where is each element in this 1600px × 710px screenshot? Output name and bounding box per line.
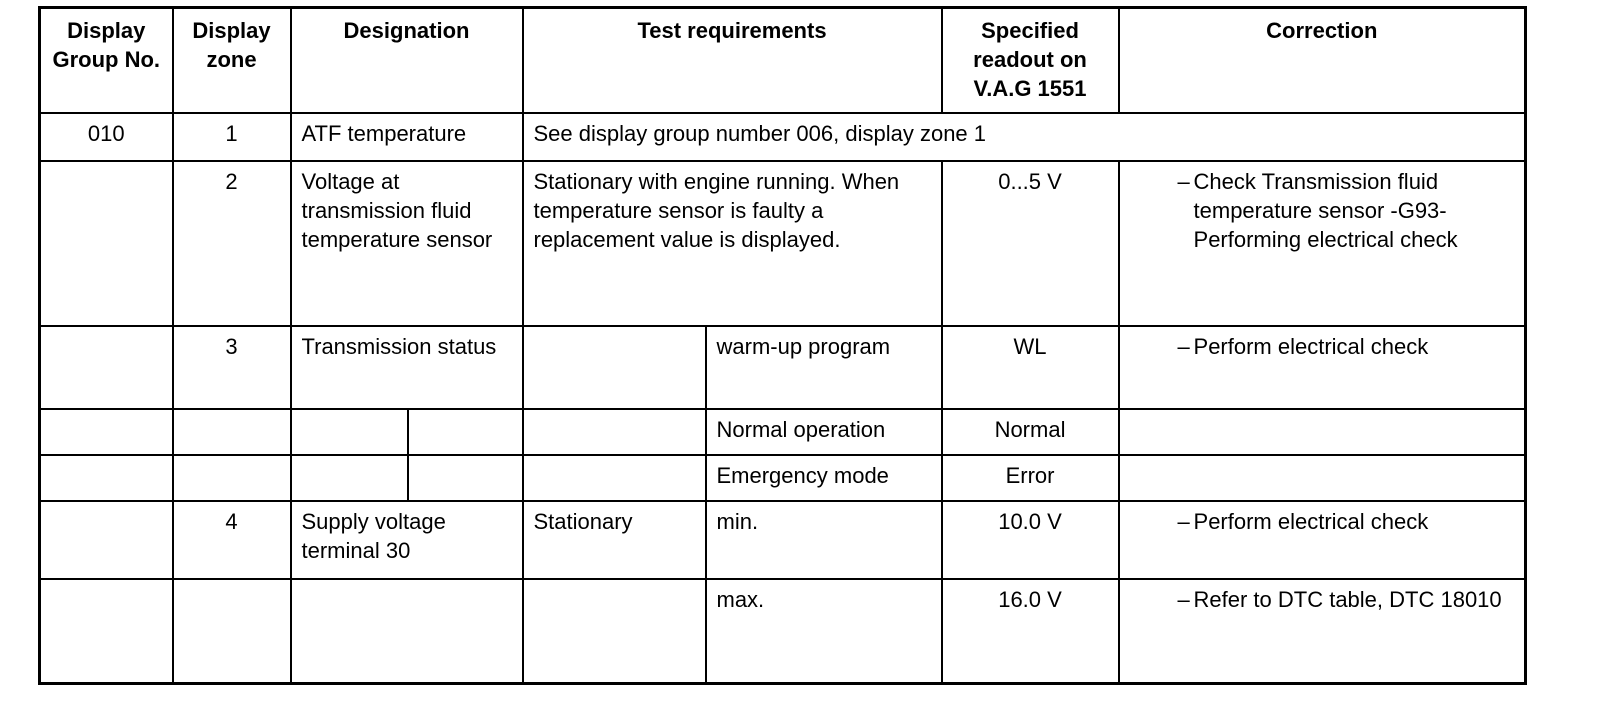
readout-cell: 10.0 V — [942, 501, 1119, 579]
readout-cell: WL — [942, 326, 1119, 409]
header-test-requirements: Test requirements — [523, 8, 942, 113]
table-row — [40, 409, 1526, 455]
zone-cell: 2 — [173, 161, 291, 326]
condition-cell: min. — [706, 501, 942, 579]
condition-cell: Normal operation — [706, 409, 942, 455]
test-requirements-cell — [523, 579, 706, 684]
header-zone: Display zone — [173, 8, 291, 113]
designation-cell: Transmission status — [291, 326, 523, 409]
readout-cell: 0...5 V — [942, 161, 1119, 326]
table-row — [40, 161, 1526, 326]
correction-cell — [1119, 161, 1526, 326]
correction-cell — [1119, 326, 1526, 409]
readout-cell: Error — [942, 455, 1119, 501]
header-designation: Designation — [291, 8, 523, 113]
group-number-cell — [40, 455, 173, 501]
designation-cell: Supply voltage terminal 30 — [291, 501, 523, 579]
test-requirements-cell: See display group number 006, display zone 1 — [523, 113, 1526, 161]
correction-dash: – — [1177, 586, 1190, 612]
correction-text: Perform electrical check — [1193, 333, 1429, 359]
zone-cell: 3 — [173, 326, 291, 409]
correction-cell — [1119, 579, 1526, 684]
correction-text: Perform electrical check — [1193, 508, 1429, 534]
group-number-cell — [40, 326, 173, 409]
group-number-cell: 010 — [40, 113, 173, 161]
table-row — [40, 326, 1526, 409]
correction-dash: – — [1177, 168, 1190, 194]
group-number-cell — [40, 501, 173, 579]
header-group-no: Display Group No. — [40, 8, 173, 113]
designation-subcell — [408, 409, 523, 455]
header-specified-readout: Specified readout on V.A.G 1551 — [942, 8, 1119, 113]
correction-cell — [1119, 409, 1526, 455]
designation-subcell — [408, 455, 523, 501]
zone-cell — [173, 409, 291, 455]
header-correction: Correction — [1119, 8, 1526, 113]
correction-cell — [1119, 455, 1526, 501]
designation-cell: ATF temperature — [291, 113, 523, 161]
test-requirements-cell — [523, 455, 706, 501]
header-row — [40, 8, 1526, 113]
table-row — [40, 455, 1526, 501]
zone-cell: 1 — [173, 113, 291, 161]
correction-dash: – — [1177, 333, 1190, 359]
designation-cell: Voltage at transmission fluid temperature sensor — [291, 161, 523, 326]
display-group-table — [38, 6, 1527, 685]
table-row — [40, 113, 1526, 161]
correction-text: Check Transmission fluid temperature sensor -G93- Performing electrical check — [1193, 168, 1458, 252]
group-number-cell — [40, 161, 173, 326]
correction-dash: – — [1177, 508, 1190, 534]
test-requirements-cell — [523, 409, 706, 455]
readout-cell: Normal — [942, 409, 1119, 455]
condition-cell: max. — [706, 579, 942, 684]
condition-cell: warm-up program — [706, 326, 942, 409]
correction-text: Refer to DTC table, DTC 18010 — [1193, 586, 1502, 612]
designation-cell — [291, 455, 408, 501]
designation-cell — [291, 409, 408, 455]
group-number-cell — [40, 409, 173, 455]
correction-cell — [1119, 501, 1526, 579]
zone-cell — [173, 579, 291, 684]
condition-cell: Emergency mode — [706, 455, 942, 501]
zone-cell: 4 — [173, 501, 291, 579]
test-requirements-cell: Stationary with engine running. When temperature sensor is faulty a replacement value is displayed. — [523, 161, 942, 326]
group-number-cell — [40, 579, 173, 684]
zone-cell — [173, 455, 291, 501]
readout-cell: 16.0 V — [942, 579, 1119, 684]
spec-table-wrapper — [38, 6, 1527, 685]
test-requirements-cell: Stationary — [523, 501, 706, 579]
designation-cell — [291, 579, 523, 684]
table-row — [40, 579, 1526, 684]
test-requirements-cell — [523, 326, 706, 409]
table-row — [40, 501, 1526, 579]
